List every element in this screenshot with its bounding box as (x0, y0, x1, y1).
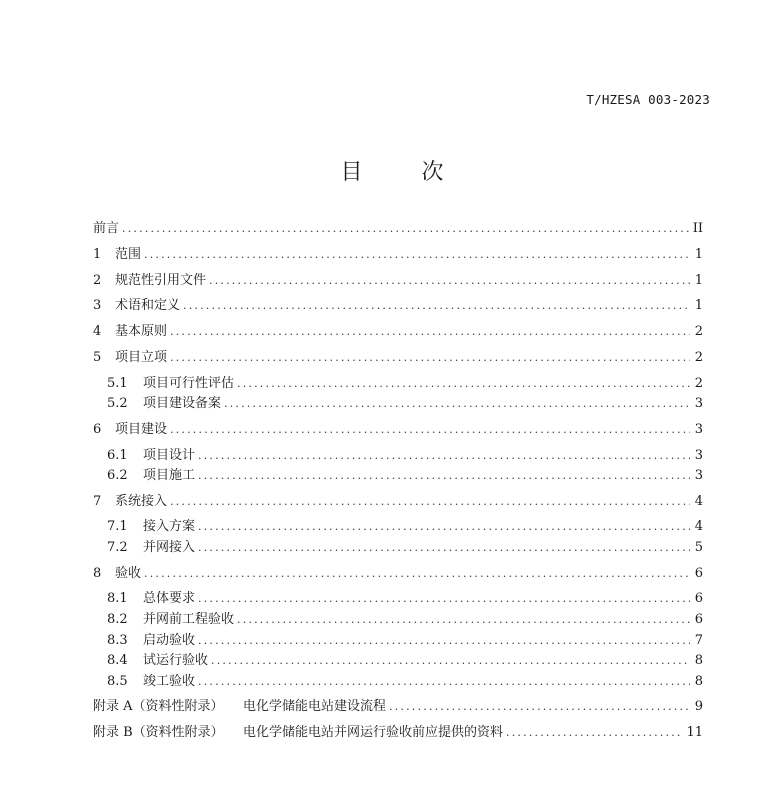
toc-dot-leader (389, 697, 690, 717)
toc-entry-number: 附录 B（资料性附录） (93, 725, 224, 740)
toc-entry[interactable] (107, 538, 703, 558)
toc-dot-leader (198, 538, 690, 558)
toc-entry-number: 7.2 (107, 540, 128, 555)
toc-entry-label: 规范性引用文件 (115, 273, 207, 288)
toc-entry-number: 7.1 (107, 519, 128, 534)
toc-dot-leader (198, 631, 690, 651)
toc-entry-number: 8.3 (107, 633, 128, 648)
toc-entry-page-number: II (692, 221, 703, 236)
toc-dot-leader (170, 322, 690, 342)
toc-dot-leader (183, 296, 690, 316)
toc-dot-leader (170, 492, 690, 512)
toc-entry-label: 启动验收 (143, 633, 196, 648)
document-code: T/HZESA 003-2023 (586, 92, 710, 107)
toc-entry-label: 范围 (115, 247, 142, 262)
toc-entry[interactable] (107, 672, 703, 692)
toc-entry[interactable] (107, 394, 703, 414)
toc-dot-leader (198, 589, 690, 609)
toc-entry-page-number: 1 (694, 298, 703, 313)
toc-entry-number: 6.2 (107, 468, 128, 483)
toc-dot-leader (198, 466, 690, 486)
toc-entry[interactable] (107, 517, 703, 537)
toc-entry-page-number: 8 (694, 653, 703, 668)
toc-entry-page-number: 7 (694, 633, 703, 648)
toc-entry[interactable] (93, 219, 703, 239)
toc-dot-leader (198, 517, 690, 537)
toc-entry-number: 6 (93, 422, 102, 437)
toc-dot-leader (506, 723, 683, 743)
toc-entry-label: 术语和定义 (115, 298, 181, 313)
toc-entry[interactable] (107, 446, 703, 466)
toc-entry-label: 项目可行性评估 (143, 376, 235, 391)
toc-entry-page-number: 6 (694, 612, 703, 627)
toc-entry-label: 电化学储能电站并网运行验收前应提供的资料 (243, 725, 504, 740)
toc-entry-label: 项目建设 (115, 422, 168, 437)
toc-entry-label: 项目立项 (115, 350, 168, 365)
page-title: 目 次 (340, 160, 470, 185)
toc-entry-page-number: 2 (694, 376, 703, 391)
toc-entry-number: 8.2 (107, 612, 128, 627)
toc-entry-number: 5.2 (107, 396, 128, 411)
toc-entry-page-number: 1 (694, 247, 703, 262)
toc-entry-page-number: 2 (694, 350, 703, 365)
toc-entry-page-number: 8 (694, 674, 703, 689)
toc-entry-number: 5.1 (107, 376, 128, 391)
toc-entry[interactable] (93, 271, 703, 291)
toc-dot-leader (170, 420, 690, 440)
toc-entry-page-number: 3 (694, 468, 703, 483)
toc-entry[interactable] (93, 296, 703, 316)
toc-dot-leader (224, 394, 690, 414)
toc-entry-label: 前言 (93, 221, 120, 236)
toc-entry-page-number: 1 (694, 273, 703, 288)
toc-entry[interactable] (93, 245, 703, 265)
toc-entry-label: 项目施工 (143, 468, 196, 483)
toc-entry-label: 系统接入 (115, 494, 168, 509)
toc-entry-number: 8.5 (107, 674, 128, 689)
toc-entry[interactable] (107, 466, 703, 486)
toc-entry-page-number: 4 (694, 494, 703, 509)
toc-entry-number: 2 (93, 273, 102, 288)
toc-dot-leader (198, 446, 690, 466)
toc-dot-leader (211, 651, 690, 671)
toc-dot-leader (198, 672, 690, 692)
toc-entry-label: 试运行验收 (143, 653, 209, 668)
toc-entry-number: 4 (93, 324, 102, 339)
toc-entry-page-number: 9 (694, 699, 703, 714)
toc-entry[interactable] (93, 492, 703, 512)
toc-entry-label: 并网接入 (143, 540, 196, 555)
toc-entry-number: 8.1 (107, 591, 128, 606)
toc-entry-page-number: 6 (694, 591, 703, 606)
toc-entry[interactable] (93, 723, 703, 743)
toc-entry-number: 5 (93, 350, 102, 365)
toc-entry[interactable] (93, 564, 703, 584)
toc-entry-number: 7 (93, 494, 102, 509)
toc-entry-page-number: 11 (686, 725, 703, 740)
toc-dot-leader (144, 245, 690, 265)
toc-entry-number: 8.4 (107, 653, 128, 668)
toc-entry-label: 并网前工程验收 (143, 612, 235, 627)
toc-entry-page-number: 4 (694, 519, 703, 534)
toc-entry-page-number: 3 (694, 448, 703, 463)
toc-entry[interactable] (107, 374, 703, 394)
toc-entry-page-number: 6 (694, 566, 703, 581)
toc-dot-leader (122, 219, 690, 239)
toc-entry[interactable] (93, 420, 703, 440)
toc-entry[interactable] (107, 651, 703, 671)
toc-entry-label: 竣工验收 (143, 674, 196, 689)
toc-entry[interactable] (107, 610, 703, 630)
toc-entry-number: 6.1 (107, 448, 128, 463)
toc-entry-number: 8 (93, 566, 102, 581)
toc-entry[interactable] (107, 631, 703, 651)
toc-entry[interactable] (107, 589, 703, 609)
toc-entry-number: 1 (93, 247, 102, 262)
toc-entry-label: 电化学储能电站建设流程 (243, 699, 387, 714)
toc-entry-label: 基本原则 (115, 324, 168, 339)
toc-entry-label: 接入方案 (143, 519, 196, 534)
toc-entry-number: 3 (93, 298, 102, 313)
toc-dot-leader (237, 374, 690, 394)
toc-dot-leader (209, 271, 690, 291)
toc-entry-page-number: 5 (694, 540, 703, 555)
toc-entry-label: 项目建设备案 (143, 396, 222, 411)
toc-entry[interactable] (93, 348, 703, 368)
toc-entry-page-number: 2 (694, 324, 703, 339)
toc-entry[interactable] (93, 697, 703, 717)
toc-dot-leader (237, 610, 690, 630)
toc-entry-number: 附录 A（资料性附录） (93, 699, 224, 714)
toc-entry-label: 验收 (115, 566, 142, 581)
toc-entry-label: 项目设计 (143, 448, 196, 463)
toc-entry-page-number: 3 (694, 396, 703, 411)
toc-entry-label: 总体要求 (143, 591, 196, 606)
toc-entry[interactable] (93, 322, 703, 342)
toc-dot-leader (144, 564, 690, 584)
toc-dot-leader (170, 348, 690, 368)
toc-entry-page-number: 3 (694, 422, 703, 437)
